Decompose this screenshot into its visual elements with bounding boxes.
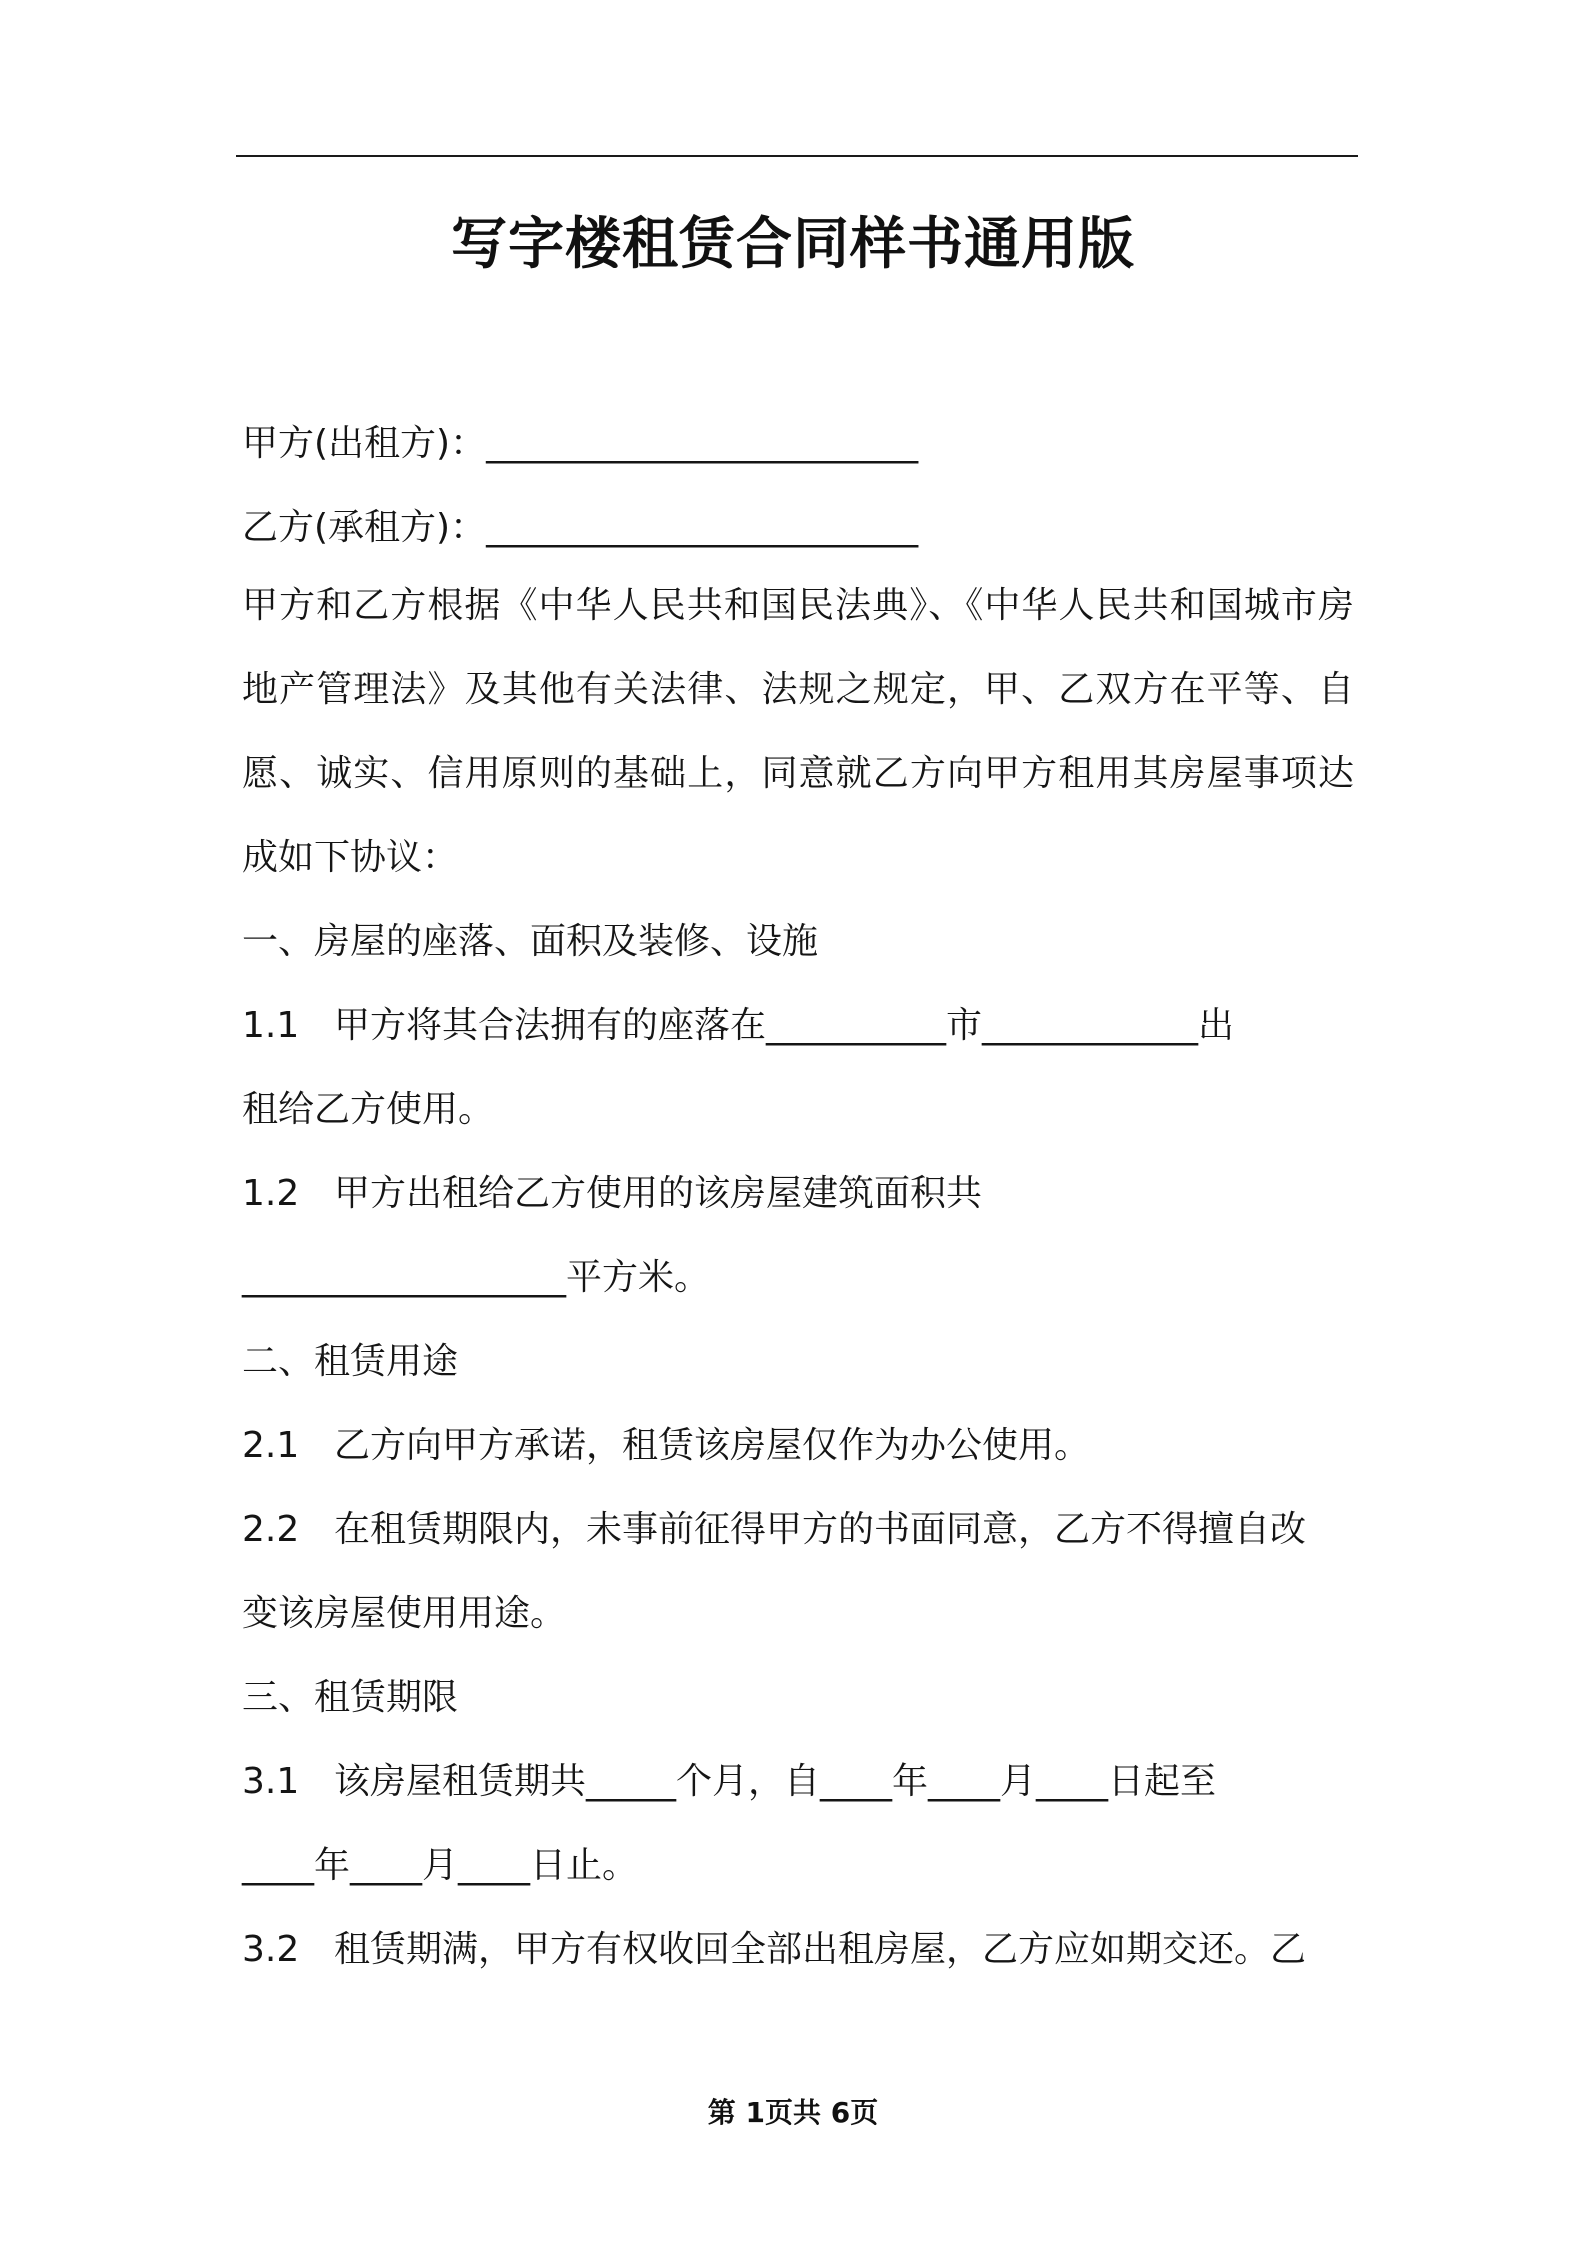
preamble-line: 愿、诚实、信用原则的基础上，同意就乙方向甲方租用其房屋事项达 <box>242 753 1354 794</box>
section-heading: 二、租赁用途 <box>242 1341 459 1382</box>
clause-line: 租给乙方使用。 <box>242 1089 495 1130</box>
clause-line <box>242 1420 1090 1472</box>
preamble-line: 成如下协议： <box>242 837 459 878</box>
clause-text: 甲方出租给乙方使用的该房屋建筑面积共 <box>334 1173 983 1214</box>
clause-number: 3.1 <box>242 1761 300 1802</box>
preamble-line: 甲方和乙方根据《中华人民共和国民法典》、《中华人民共和国城市房 <box>242 585 1354 626</box>
clause-line <box>242 1168 982 1220</box>
clause-line <box>242 1756 1216 1808</box>
document-title: 写字楼租赁合同样书通用版 <box>451 212 1135 277</box>
clause-line <box>242 1504 1306 1556</box>
party-a-line: 甲方(出租方)：________________________ <box>242 423 919 464</box>
clause-text: 甲方将其合法拥有的座落在__________市____________出 <box>334 1005 1235 1046</box>
page-number: 第 1页共 6页 <box>707 2096 879 2129</box>
clause-text: 乙方向甲方承诺，租赁该房屋仅作为办公使用。 <box>334 1425 1091 1466</box>
header-rule <box>236 155 1358 157</box>
party-b-line: 乙方(承租方)：________________________ <box>242 507 919 548</box>
clause-number: 1.1 <box>242 1005 300 1046</box>
clause-number: 2.2 <box>242 1509 300 1550</box>
clause-line: 变该房屋使用用途。 <box>242 1593 567 1634</box>
section-heading: 一、房屋的座落、面积及装修、设施 <box>242 921 819 962</box>
clause-text: 在租赁期限内，未事前征得甲方的书面同意，乙方不得擅自改 <box>334 1509 1307 1550</box>
clause-line <box>242 1000 1234 1052</box>
clause-number: 3.2 <box>242 1929 300 1970</box>
clause-line: ____年____月____日止。 <box>242 1845 639 1886</box>
clause-number: 2.1 <box>242 1425 300 1466</box>
clause-line: __________________平方米。 <box>242 1257 711 1298</box>
section-heading: 三、租赁期限 <box>242 1677 459 1718</box>
clause-number: 1.2 <box>242 1173 300 1214</box>
clause-text: 租赁期满，甲方有权收回全部出租房屋，乙方应如期交还。乙 <box>334 1929 1307 1970</box>
clause-line <box>242 1924 1306 1976</box>
preamble-line: 地产管理法》及其他有关法律、法规之规定，甲、乙双方在平等、自 <box>242 669 1354 710</box>
clause-text: 该房屋租赁期共_____个月，自____年____月____日起至 <box>334 1761 1217 1802</box>
